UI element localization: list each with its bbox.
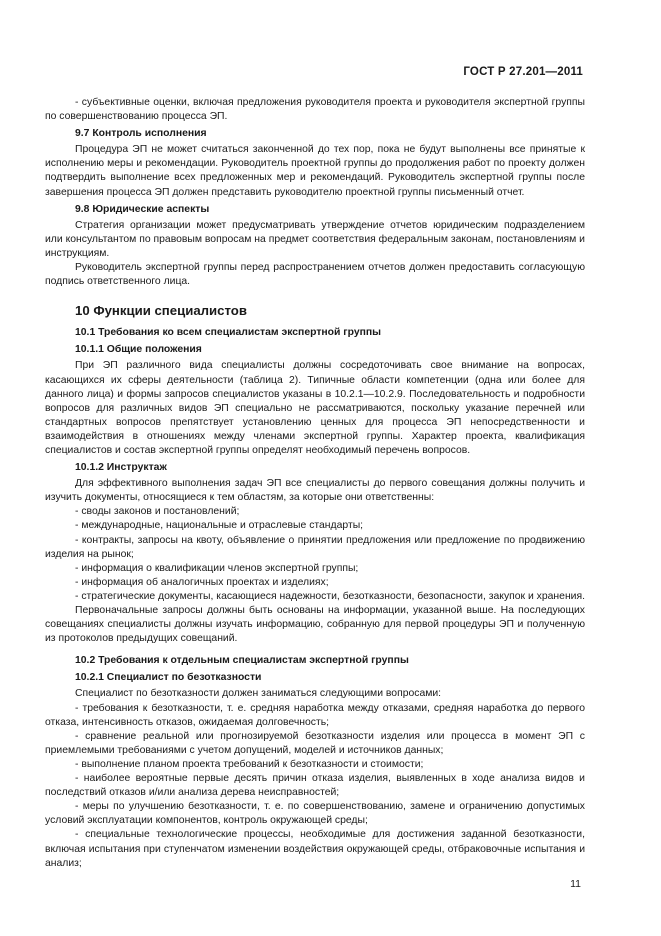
clause-heading: 10.1 Требования ко всем специалистам экспертной группы	[75, 327, 382, 339]
list-item: - меры по улучшению безотказности, т. е. по совершенствованию, замене и ограничению допустимых условий эксплуатации компонентов, контроль окружающей среды;	[45, 801, 585, 827]
paragraph: Стратегия организации может предусматривать утверждение отчетов юридическим подразделением или консультантом по правовым вопросам на предмет соответствия федеральным законам, постановлениям и инструкциям.	[45, 219, 585, 259]
list-item: - сравнение реальной или прогнозируемой безотказности изделия или процесса в момент ЭП с приемлемыми требованиями с учетом допущений, моделей и источников данных;	[45, 730, 585, 756]
list-item: - информация о квалификации членов экспертной группы;	[75, 562, 359, 574]
clause-heading: 9.7 Контроль исполнения	[75, 128, 207, 140]
subsection-heading: 10.2 Требования к отдельным специалистам экспертной группы	[75, 655, 409, 667]
clause-heading: 10.1.1 Общие положения	[75, 344, 202, 356]
list-item: - специальные технологические процессы, необходимые для достижения заданной безотказности, включая испытания при ступенчатом изменении воздействия окружающей среды, отбраковочные испытания и анализ;	[45, 829, 585, 869]
list-item: - субъективные оценки, включая предложения руководителя проекта и руководителя экспертной группы по совершенствованию процесса ЭП.	[45, 97, 585, 123]
list-item: - стратегические документы, касающиеся надежности, безотказности, безопасности, закупок и хранения.	[75, 590, 586, 602]
clause-heading: 10.1.2 Инструктаж	[75, 462, 167, 474]
document-code-header: ГОСТ Р 27.201—2011	[463, 66, 583, 78]
list-item: - требования к безотказности, т. е. средняя наработка между отказами, средняя наработка до первого отказа, интенсивность отказов, ожидаемая долговечность;	[45, 702, 585, 728]
paragraph: Процедура ЭП не может считаться законченной до тех пор, пока не будут выполнены все принятые к исполнению меры и рекомендации. Руководитель проектной группы до продолжения работ по проекту должен подтвердить выполнение всех предложенных мер и рекомендаций. Руководитель экспертной группы после завершения процесса ЭП должен представить руководителю проектной группы письменный отчет.	[45, 144, 585, 198]
paragraph: Первоначальные запросы должны быть основаны на информации, указанной выше. На последующих совещаниях специалисты должны изучать информацию, собранную для первой процедуры ЭП и полученную из протоколов предыдущих совещаний.	[45, 605, 585, 645]
list-item: - своды законов и постановлений;	[75, 506, 240, 518]
list-item: - наиболее вероятные первые десять причин отказа изделия, выявленных в ходе анализа видов и последствий отказов и/или анализа дерева неисправностей;	[45, 773, 585, 799]
page-number: 11	[570, 878, 581, 890]
list-item: - международные, национальные и отраслевые стандарты;	[75, 520, 364, 532]
paragraph: Специалист по безотказности должен заниматься следующими вопросами:	[75, 688, 442, 700]
clause-heading: 10.2.1 Специалист по безотказности	[75, 672, 262, 684]
paragraph: При ЭП различного вида специалисты должны сосредоточивать свое внимание на вопросах, касающихся их сферы деятельности (таблица 2). Типичные области компетенции (одна или более для данного лица) и формы запросов специалистов указаны в 10.2.1—10.2.9. Последовательность и подробности вопросов для различных видов ЭП специально не рассматриваются, поскольку указание перечней или стандартных вопросов препятствует установлению ценных для процесса ЭП непосредственности и взаимодействия в отношениях между членами экспертной группы. Характер проекта, квалификация специалистов и состав экспертной группы определят необходимый перечень вопросов.	[45, 360, 585, 456]
paragraph: Руководитель экспертной группы перед распространением отчетов должен предоставить согласующую подпись ответственного лица.	[45, 262, 585, 288]
paragraph: Для эффективного выполнения задач ЭП все специалисты до первого совещания должны получить и изучить документы, относящиеся к тем областям, за которые они ответственны:	[45, 478, 585, 504]
list-item: - выполнение планом проекта требований к безотказности и стоимости;	[75, 758, 424, 770]
document-body	[45, 96, 585, 871]
list-item: - информация об аналогичных проектах и изделиях;	[75, 576, 329, 588]
clause-heading: 9.8 Юридические аспекты	[75, 203, 210, 215]
list-item: - контракты, запросы на квоту, объявление о принятии предложения или предложение по продвижению изделия на рынок;	[45, 534, 585, 560]
section-heading: 10 Функции специалистов	[75, 303, 247, 319]
